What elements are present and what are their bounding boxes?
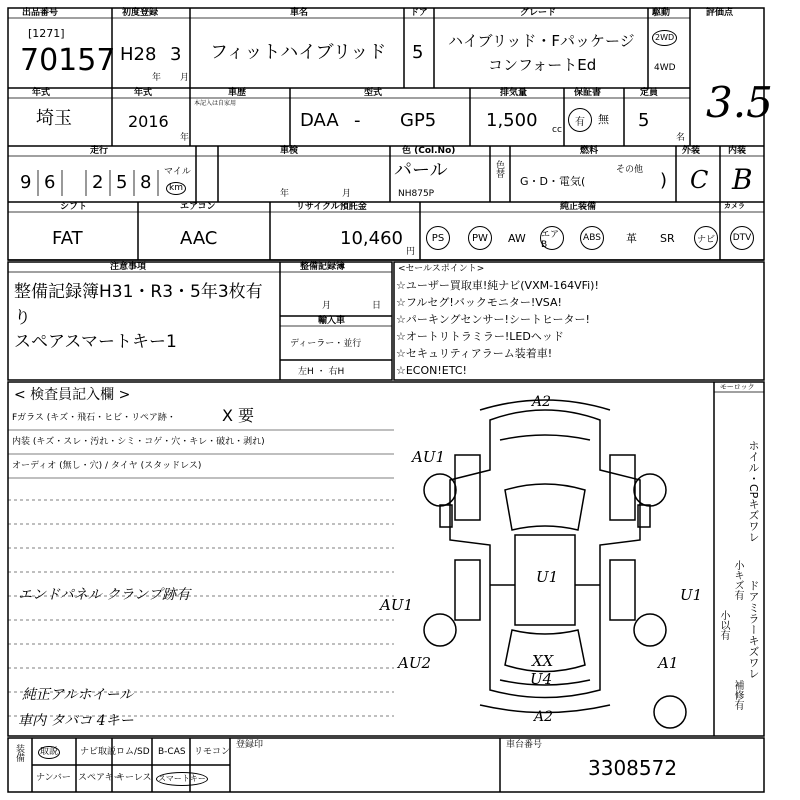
damage-roof: U1 [536,568,559,586]
reg-year-suffix: 年 [152,73,162,83]
mileage-digit-5: 8 [140,172,152,193]
header-year: 年式 [134,88,153,98]
damage-rear-glass: U4 [530,670,553,688]
model-dash: - [354,110,361,131]
bottom-stamp-label: 登録印 [236,740,264,750]
damage-right-side: U1 [680,586,703,604]
bottom-remote: リモコン [194,747,231,757]
header-model: 型式 [364,88,383,98]
equip-navi: ナビ [694,226,718,250]
notes-line3: スペアスマートキー1 [14,332,177,352]
region: 埼玉 [36,108,72,129]
equip-ps: PS [426,226,450,250]
bottom-navi-manual: ナビ取説 [80,747,117,757]
lot-code: [1271] [28,27,65,40]
reg-month-suffix: 月 [180,73,190,83]
sales-item: ☆オートリトラミラー!LEDヘッド [396,330,564,343]
damage-rear-right: A1 [658,654,679,672]
bottom-number: ナンバー [36,773,71,783]
equip-sr: SR [660,232,675,245]
header-recycle: リサイクル預託金 [296,202,367,212]
grade-line2: コンフォートEd [488,56,597,74]
header-warranty: 保証書 [574,88,602,98]
header-car-name: 車名 [290,8,309,18]
shaken-month: 月 [342,189,352,199]
right-text-5: 補修有 [732,680,743,710]
shift-value: FAT [52,228,83,249]
model-prefix: DAA [300,110,339,131]
year-value: 2016 [128,112,169,131]
inspector-audio: オーディオ (無し・穴) / タイヤ (スタッドレス) [12,461,202,471]
recycle-unit: 円 [406,247,416,257]
header-notes: 注意事項 [110,262,147,272]
reg-month: 3 [170,44,182,65]
header-displacement: 排気量 [500,88,528,98]
aircon-value: AAC [180,228,218,249]
header-color: 色 (Col.No) [402,146,456,156]
history-note: 本記入は自家用 [194,100,237,107]
header-lot: 出品番号 [22,8,59,18]
header-first-reg: 初度登録 [122,8,159,18]
color-label: 色替 [494,160,504,178]
year-suffix: 年 [180,133,190,143]
lot-number: 70157 [20,43,116,78]
warranty-yes: 有 [568,108,592,132]
notes-line1: 整備記録簿H31・R3・5年3枚有 [14,282,263,302]
displacement-unit: cc [552,125,562,135]
equip-leather: 革 [626,232,637,245]
bottom-manual: 取説 [40,747,59,757]
color-name: パール [394,160,448,181]
bottom-bcas: B-CAS [158,747,186,757]
warranty-no: 無 [598,113,609,126]
shaken-year: 年 [280,189,290,199]
inspector-hand2: 純正アルホイール [22,687,134,703]
header-doors: ドア [410,8,428,18]
damage-front: A2 [532,394,552,410]
damage-rear-left: AU2 [398,654,432,672]
notes-line2: り [14,308,31,328]
right-text-4: 小以有 [718,610,729,640]
right-text-1: ホイル・CPキズワレ [747,440,760,543]
equip-airbag: エアB [540,226,564,250]
recycle-value: 10,460 [340,228,403,249]
inspector-hand3: 車内 タバコ 4キー [18,713,134,729]
mileage-digit-3: 2 [92,172,104,193]
header-grade: グレード [520,8,557,18]
mileage-unit-km: km [166,182,186,195]
right-text-3: 小キズ有 [732,560,743,600]
sales-item: ☆パーキングセンサー!シートヒーター! [396,313,590,326]
chassis-number: 3308572 [588,756,678,780]
header-shift: シフト [60,202,88,212]
sales-item: ☆フルセグ!バックモニター!VSA! [396,296,562,309]
damage-trunk: XX [532,652,554,670]
maint-day: 日 [372,301,382,311]
bottom-label: 装備 [14,744,24,762]
drive-4wd: 4WD [654,63,676,73]
inspector-interior: 内装 (キズ・スレ・汚れ・シミ・コゲ・穴・キレ・破れ・剥れ) [12,437,265,447]
header-fuel: 燃料 [580,146,599,156]
header-region: 年式 [32,88,51,98]
sales-item: ☆ECON!ETC! [396,364,467,377]
equip-dtv: DTV [730,226,754,250]
fuel-close: ) [660,170,668,191]
mileage-digit-4: 5 [116,172,128,193]
model-code: GP5 [400,110,437,131]
header-interior: 内装 [728,146,747,156]
inspector-glass: Fガラス (キズ・飛石・ヒビ・リペア跡・ [12,413,176,423]
color-code: NH875P [398,189,435,199]
grade-line1: ハイブリッド・Fパッケージ [448,32,635,50]
equip-pw: PW [468,226,492,250]
right-header: モーロック [720,383,755,391]
damage-rear-left-door: AU1 [380,596,414,614]
displacement-value: 1,500 [486,110,538,131]
mileage-unit-mile: マイル [164,167,191,177]
doors-value: 5 [412,42,424,63]
sales-item: ☆セキュリティアラーム装着車! [396,347,553,360]
inspector-title: < 検査員記入欄 > [14,387,131,403]
bottom-spare-key: スペアキー [78,773,123,783]
mileage-digit-2: 6 [44,172,56,193]
header-capacity: 定員 [640,88,659,98]
fuel-options: G・D・電気( [520,175,586,188]
score-value: 3.5 [706,78,773,127]
exterior-grade: C [690,166,709,194]
right-text-2: ドアミラーキズワレ [747,580,760,679]
equip-aw: AW [508,232,526,245]
header-camera: カメラ [724,202,745,210]
damage-rear-bumper: A2 [534,709,554,725]
header-maint: 整備記録簿 [300,262,346,272]
capacity-value: 5 [638,110,650,131]
maint-month: 月 [322,301,332,311]
header-equipment: 純正装備 [560,202,597,212]
header-shaken: 車検 [280,146,299,156]
header-mileage: 走行 [90,146,109,156]
header-exterior: 外装 [682,146,701,156]
maint-dealer: ディーラー・並行 [290,339,362,349]
mileage-digit-1: 9 [20,172,32,193]
header-drive: 駆動 [652,8,671,18]
fuel-other: その他 [616,165,644,175]
bottom-rom: ロム/SD [116,747,150,757]
sales-title: <セールスポイント> [398,264,485,274]
inspector-hand1: エンドパネル クランプ跡有 [18,587,191,603]
capacity-unit: 名 [676,133,686,143]
bottom-smart-key: スマートキー [156,772,208,786]
car-name: フィットハイブリッド [210,42,387,63]
bottom-chassis-label: 車台番号 [506,740,543,750]
header-history: 車歴 [228,88,247,98]
header-score: 評価点 [706,8,734,18]
header-import: 輸入車 [318,316,346,326]
interior-grade: B [732,163,753,196]
maint-hand: 左H ・ 右H [298,367,345,377]
equip-abs: ABS [580,226,604,250]
bottom-keyless: キーレス [116,773,152,783]
reg-era: H28 [120,44,157,65]
header-aircon: エアコン [180,202,216,212]
damage-front-left: AU1 [412,448,446,466]
drive-2wd: 2WD [652,30,677,46]
sales-item: ☆ユーザー買取車!純ナビ(VXM-164VFi)! [396,279,599,292]
inspector-glass-x: X 要 [222,406,255,425]
